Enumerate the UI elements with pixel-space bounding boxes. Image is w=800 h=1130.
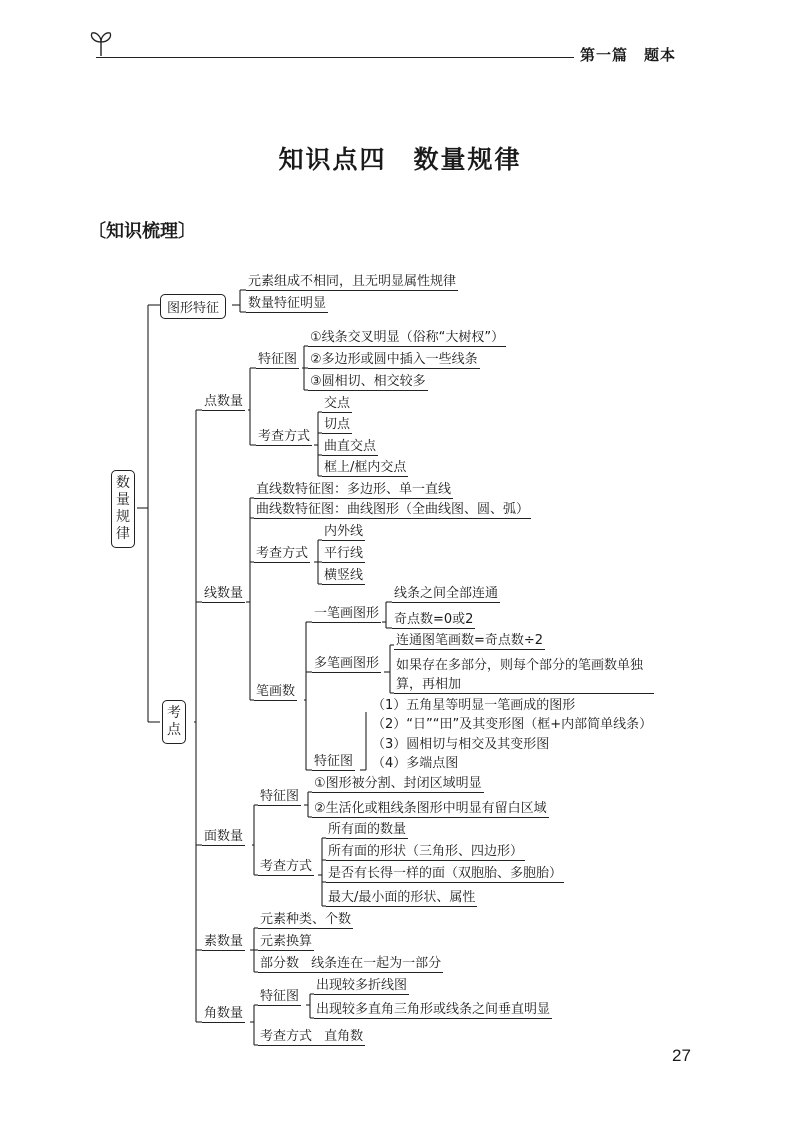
test-point-node: 考点: [162, 700, 186, 744]
curve-line-text: 曲线数特征图：曲线图形（全曲线图、圆、弧）: [256, 502, 530, 517]
point-feature-item: ③圆相切、相交较多: [310, 374, 426, 389]
point-method-item: 曲直交点: [324, 439, 377, 454]
angle-count-label: 角数量: [204, 1006, 244, 1021]
point-method-label: 考查方式: [258, 429, 311, 444]
stroke-feature-item: （1）五角星等明显一笔画成的图形: [372, 698, 576, 713]
multi-stroke-label: 多笔画图形: [314, 656, 380, 671]
multi-stroke-item: 算，再相加: [394, 677, 654, 694]
part-count-text: 线条连在一起为一部分: [311, 956, 442, 971]
point-feature-item: ①线条交叉明显（俗称“大树杈”）: [310, 330, 505, 345]
face-method-item: 所有面的形状（三角形、四边形）: [328, 844, 524, 859]
element-count-item: 元素换算: [260, 934, 313, 949]
face-method-item: 所有面的数量: [328, 822, 407, 837]
part-count-row: [258, 956, 443, 973]
angle-feature-item: 出现较多折线图: [316, 978, 408, 993]
point-feature-label: 特征图: [258, 352, 298, 367]
one-stroke-label: 一笔画图形: [314, 606, 380, 621]
angle-method-label: 考查方式: [260, 1029, 313, 1044]
page-title: 知识点四 数量规律: [278, 145, 522, 174]
point-method-item: 框上/框内交点: [324, 460, 407, 475]
stroke-feature-item: （2）“日”“田”及其变形图（框+内部简单线条）: [372, 717, 653, 732]
angle-method-row: [258, 1029, 365, 1046]
graph-feature-node: 图形特征: [160, 294, 226, 319]
point-count-label: 点数量: [204, 394, 244, 409]
one-stroke-item: 线条之间全部连通: [394, 586, 499, 601]
line-method-item: 内外线: [324, 524, 364, 539]
face-feature-item: ②生活化或粗线条图形中明显有留白区域: [314, 801, 547, 816]
stroke-feature-item: （4）多端点图: [372, 756, 459, 771]
face-feature-label: 特征图: [260, 789, 300, 804]
graph-feature-item: 数量特征明显: [248, 296, 327, 311]
root-node: 数量规律: [111, 470, 135, 548]
multi-stroke-item: 如果存在多部分，则每个部分的笔画数单独: [396, 658, 644, 673]
face-count-label: 面数量: [204, 829, 244, 844]
point-method-item: 交点: [324, 396, 351, 411]
angle-feature-label: 特征图: [260, 989, 300, 1004]
point-feature-item: ②多边形或圆中插入一些线条: [310, 352, 478, 367]
face-feature-item: ①图形被分割、封闭区域明显: [314, 776, 482, 791]
element-count-label: 素数量: [204, 934, 244, 949]
stroke-label: 笔画数: [256, 684, 296, 699]
stroke-feature-item: （3）圆相切与相交及其变形图: [372, 737, 550, 752]
angle-method-text: 直角数: [324, 1029, 364, 1044]
one-stroke-item: 奇点数=0或2: [394, 612, 474, 627]
straight-line-text: 直线数特征图：多边形、单一直线: [256, 482, 452, 497]
face-method-item: 最大/最小面的形状、属性: [328, 890, 476, 905]
face-method-label: 考查方式: [260, 859, 313, 874]
line-count-label: 线数量: [204, 586, 244, 601]
line-method-label: 考查方式: [256, 546, 309, 561]
part-count-label: 部分数: [260, 956, 300, 971]
stroke-feature-label: 特征图: [314, 754, 354, 769]
element-count-item: 元素种类、个数: [260, 912, 352, 927]
point-method-item: 切点: [324, 417, 351, 432]
line-method-item: 横竖线: [324, 568, 364, 583]
header-title: 第一篇 题本: [580, 46, 677, 64]
face-method-item: 是否有长得一样的面（双胞胎、多胞胎）: [328, 866, 563, 881]
page-number: 27: [672, 1046, 691, 1065]
angle-feature-item: 出现较多直角三角形或线条之间垂直明显: [316, 1002, 551, 1017]
section-heading: 〔知识梳理〕: [88, 221, 196, 242]
line-method-item: 平行线: [324, 546, 364, 561]
multi-stroke-item: 连通图笔画数=奇点数÷2: [396, 633, 544, 648]
graph-feature-item: 元素组成不相同，且无明显属性规律: [248, 274, 457, 289]
